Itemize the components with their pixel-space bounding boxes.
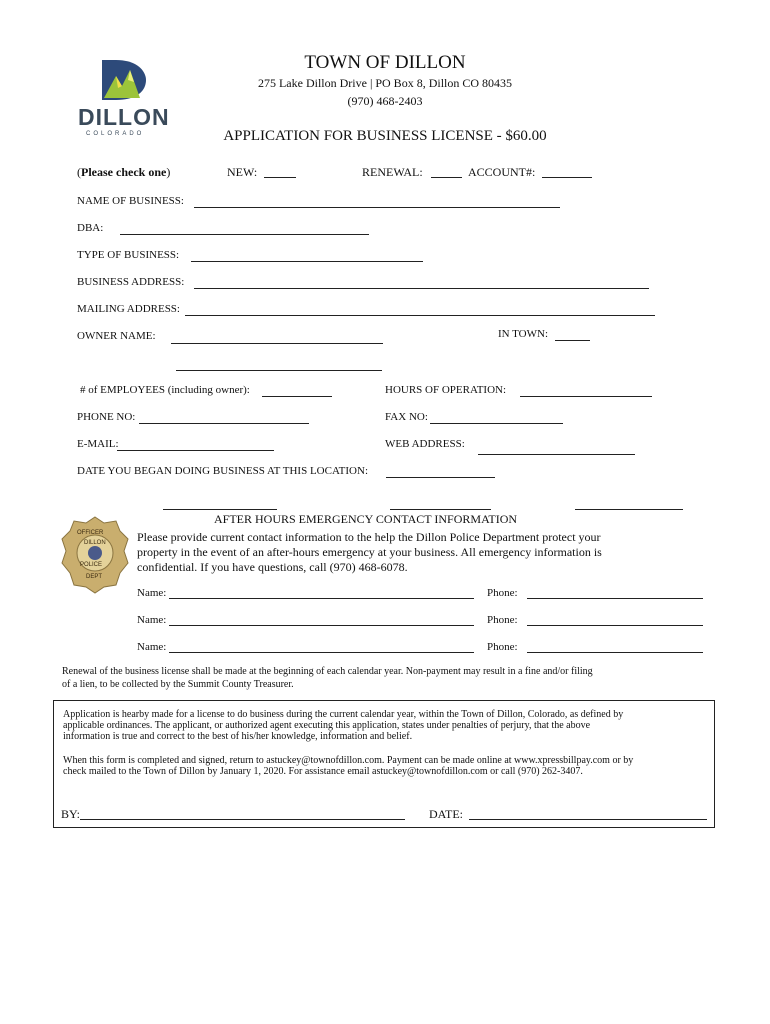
statement-p2-line2: check mailed to the Town of Dillon by January 1, 2020. For assistance email astuckey@townofdillon.com or call (970) 262-3407. <box>63 766 583 777</box>
date-label: DATE: <box>429 807 463 821</box>
new-field[interactable] <box>264 177 296 178</box>
web-address-label: WEB ADDRESS: <box>385 438 465 450</box>
renewal-field[interactable] <box>431 177 462 178</box>
town-phone: (970) 468-2403 <box>347 94 423 108</box>
divider-line <box>163 509 277 510</box>
police-badge-icon <box>60 515 130 595</box>
owner-name-field-2[interactable] <box>176 370 382 371</box>
logo-text: DILLON <box>78 104 170 130</box>
dba-field[interactable] <box>120 234 369 235</box>
type-field[interactable] <box>191 261 423 262</box>
signature-field[interactable] <box>80 819 405 820</box>
emergency-text-line2: property in the event of an after-hours emergency at your business. All emergency information is <box>137 545 602 559</box>
contact-phone-field-1[interactable] <box>527 598 703 599</box>
contact-phone-label-1: Phone: <box>487 587 518 599</box>
owner-name-label: OWNER NAME: <box>77 330 156 342</box>
type-label: TYPE OF BUSINESS: <box>77 249 180 261</box>
date-field[interactable] <box>469 819 707 820</box>
emergency-heading: AFTER HOURS EMERGENCY CONTACT INFORMATION <box>214 512 518 526</box>
renewal-note-line1: Renewal of the business license shall be made at the beginning of each calendar year. Non-payment may result in a fine and/or filing <box>62 666 593 677</box>
owner-name-field[interactable] <box>171 343 383 344</box>
account-label: ACCOUNT#: <box>468 165 536 179</box>
contact-phone-label-3: Phone: <box>487 641 518 653</box>
contact-name-field-3[interactable] <box>169 652 474 653</box>
mailing-address-label: MAILING ADDRESS: <box>77 303 180 315</box>
contact-name-label-1: Name: <box>137 587 167 599</box>
divider-line <box>390 509 491 510</box>
business-name-label: NAME OF BUSINESS: <box>77 195 184 207</box>
town-address: 275 Lake Dillon Drive | PO Box 8, Dillon CO 80435 <box>257 76 513 90</box>
dba-label: DBA: <box>77 222 104 234</box>
employees-label: # of EMPLOYEES (including owner): <box>80 384 250 396</box>
statement-p1-line1: Application is hearby made for a license to do business during the current calendar year, within the Town of Dillon, Colorado, as defined by <box>63 709 624 720</box>
statement-p2-line1: When this form is completed and signed, return to astuckey@townofdillon.com. Payment can be made online at www.xpressbillpay.com or by <box>63 755 634 766</box>
contact-phone-label-2: Phone: <box>487 614 518 626</box>
badge-dept-text: DEPT <box>86 574 103 580</box>
logo-subtext: COLORADO <box>86 131 145 137</box>
page-title: TOWN OF DILLON <box>304 52 466 73</box>
business-name-field[interactable] <box>194 207 560 208</box>
please-check-label: (Please check one) <box>77 165 171 179</box>
statement-p1-line3: information is true and correct to the best of his/her knowledge, information and belief. <box>63 731 413 742</box>
hours-field[interactable] <box>520 396 652 397</box>
new-label: NEW: <box>227 165 258 179</box>
renewal-label: RENEWAL: <box>362 165 423 179</box>
date-began-label: DATE YOU BEGAN DOING BUSINESS AT THIS LOCATION: <box>77 465 369 477</box>
contact-phone-field-3[interactable] <box>527 652 703 653</box>
web-address-field[interactable] <box>478 454 635 455</box>
emergency-text-line3: confidential. If you have questions, call (970) 468-6078. <box>137 560 408 574</box>
contact-name-field-1[interactable] <box>169 598 474 599</box>
badge-police-text: POLICE <box>80 562 103 568</box>
in-town-label: IN TOWN: <box>498 328 549 340</box>
email-label: E-MAIL: <box>77 438 119 450</box>
fax-no-label: FAX NO: <box>385 411 428 423</box>
phone-no-label: PHONE NO: <box>77 411 136 423</box>
employees-field[interactable] <box>262 396 332 397</box>
mailing-address-field[interactable] <box>185 315 655 316</box>
date-began-field[interactable] <box>386 477 495 478</box>
by-label: BY: <box>61 807 80 821</box>
phone-no-field[interactable] <box>139 423 309 424</box>
renewal-note-line2: of a lien, to be collected by the Summit County Treasurer. <box>62 679 294 690</box>
hours-label: HOURS OF OPERATION: <box>385 384 507 396</box>
contact-name-label-3: Name: <box>137 641 167 653</box>
business-address-label: BUSINESS ADDRESS: <box>77 276 185 288</box>
in-town-field[interactable] <box>555 340 590 341</box>
statement-p1-line2: applicable ordinances. The applicant, or authorized agent executing this application, states under penalties of perjury, that the above <box>63 720 591 731</box>
contact-phone-field-2[interactable] <box>527 625 703 626</box>
account-field[interactable] <box>542 177 592 178</box>
business-address-field[interactable] <box>194 288 649 289</box>
email-field[interactable] <box>117 450 274 451</box>
badge-top-text: OFFICER <box>77 530 104 536</box>
emergency-text-line1: Please provide current contact information to the help the Dillon Police Department protect your <box>137 530 601 544</box>
application-title: APPLICATION FOR BUSINESS LICENSE - $60.00 <box>223 128 547 144</box>
divider-line <box>575 509 683 510</box>
contact-name-field-2[interactable] <box>169 625 474 626</box>
contact-name-label-2: Name: <box>137 614 167 626</box>
fax-no-field[interactable] <box>430 423 563 424</box>
badge-town-text: DILLON <box>84 540 106 546</box>
